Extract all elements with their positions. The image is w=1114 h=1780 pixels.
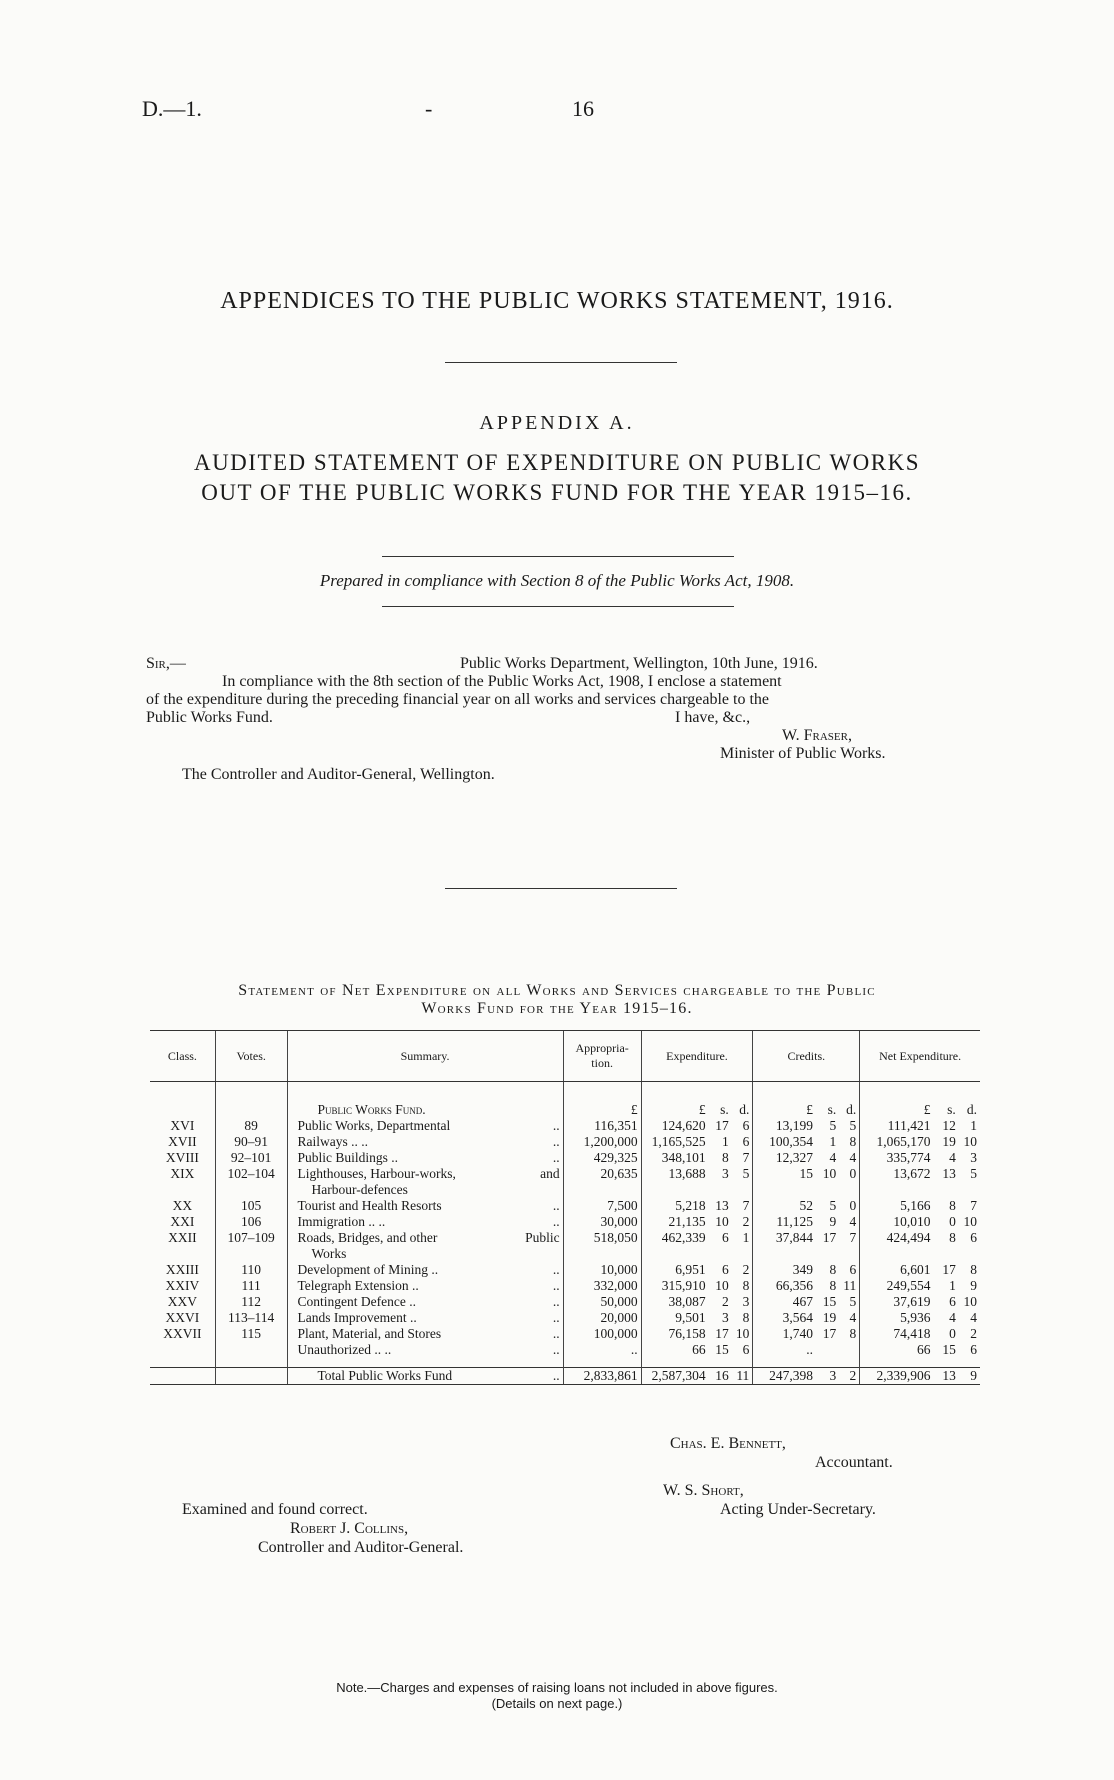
under-secretary-title: Acting Under-Secretary. — [720, 1501, 876, 1518]
letter-closing: I have, &c., — [675, 709, 751, 726]
examined-statement: Examined and found correct. — [182, 1501, 368, 1518]
accountant-title: Accountant. — [815, 1454, 893, 1471]
row-expenditure-pence: 1 — [742, 1229, 750, 1245]
row-net-pounds: 424,494 — [860, 1230, 934, 1262]
total-net-pounds: 2,339,906 — [860, 1368, 934, 1385]
row-net-shillings: 0 — [949, 1325, 956, 1341]
table-body — [150, 1082, 980, 1358]
row-credits-pence — [839, 1342, 860, 1358]
row-expenditure-pence: 8 — [742, 1277, 750, 1293]
row-summary-continuation: Works — [311, 1245, 347, 1261]
row-class: XXVI — [165, 1309, 200, 1325]
row-summary-text: Telegraph Extension .. — [297, 1277, 419, 1293]
table-row — [150, 1278, 980, 1294]
total-label-cell — [287, 1368, 563, 1385]
row-credits-pounds: 100,354 — [753, 1134, 816, 1150]
row-summary-text: Public Buildings .. — [297, 1149, 399, 1165]
row-credits-shillings: 5 — [829, 1117, 837, 1133]
row-expenditure-pence: 8 — [742, 1309, 750, 1325]
prepared-note: Prepared in compliance with Section 8 of the Public Works Act, 1908. — [319, 571, 795, 590]
row-net-pence: 6 — [970, 1341, 977, 1357]
header-expenditure: Expenditure. — [641, 1031, 753, 1082]
unit-shilling: s. — [947, 1101, 956, 1117]
table-row — [150, 1150, 980, 1166]
row-expenditure-pounds: 1,165,525 — [641, 1134, 708, 1150]
row-summary — [287, 1278, 563, 1294]
letter-signatory: W. Fraser, — [782, 727, 852, 744]
divider — [382, 606, 734, 607]
row-votes: 92–101 — [215, 1150, 287, 1166]
table-row — [150, 1214, 980, 1230]
total-appropriation: 2,833,861 — [563, 1368, 641, 1385]
table-row — [150, 1134, 980, 1150]
row-votes: 89 — [215, 1118, 287, 1134]
unit-pound: £ — [641, 1102, 708, 1118]
row-credits-pounds: 11,125 — [753, 1214, 816, 1230]
row-summary-text: Lands Improvement .. — [297, 1309, 417, 1325]
row-votes — [215, 1342, 287, 1358]
row-summary-text: Plant, Material, and Stores — [297, 1325, 442, 1341]
total-net-shillings: 13 — [934, 1368, 959, 1385]
unit-pence: d. — [966, 1101, 977, 1117]
row-class — [150, 1342, 215, 1358]
row-credits-pence: 5 — [849, 1117, 857, 1133]
audited-title — [0, 448, 1114, 508]
row-net-pounds: 10,010 — [860, 1214, 934, 1230]
row-expenditure-shillings: 10 — [715, 1213, 729, 1229]
row-votes: 107–109 — [215, 1230, 287, 1262]
document-reference: D.—1. — [142, 96, 202, 121]
statement-title-line-2: Works Fund for the Year 1915–16. — [421, 1000, 693, 1017]
row-net-pounds: 6,601 — [860, 1262, 934, 1278]
table-row — [150, 1342, 980, 1358]
letter-signatory-title: Minister of Public Works. — [720, 745, 886, 762]
row-summary-leader: .. — [552, 1293, 560, 1309]
row-votes: 115 — [215, 1326, 287, 1342]
row-expenditure-shillings: 1 — [721, 1133, 729, 1149]
row-votes: 110 — [215, 1262, 287, 1278]
row-net-pence: 4 — [970, 1309, 977, 1325]
row-net-pence: 10 — [963, 1213, 977, 1229]
unit-shilling: s. — [720, 1101, 729, 1117]
row-credits-pence: 0 — [849, 1197, 857, 1213]
letter-body-line-2: of the expenditure during the preceding financial year on all works and services chargeable to the — [146, 691, 770, 708]
accountant-name: Chas. E. Bennett, — [670, 1435, 786, 1452]
row-class: XVIII — [165, 1149, 199, 1165]
row-appropriation: 332,000 — [563, 1278, 641, 1294]
row-votes: 112 — [215, 1294, 287, 1310]
row-class: XXVII — [163, 1325, 202, 1341]
footnote-line-2: (Details on next page.) — [491, 1696, 623, 1711]
row-credits-shillings: 4 — [829, 1149, 837, 1165]
row-expenditure-pence: 7 — [742, 1149, 750, 1165]
total-expenditure-pounds: 2,587,304 — [641, 1368, 708, 1385]
row-appropriation: 429,325 — [563, 1150, 641, 1166]
row-net-shillings: 4 — [949, 1149, 956, 1165]
row-class: XVII — [168, 1133, 197, 1149]
total-label: Total Public Works Fund — [317, 1368, 453, 1383]
row-class: XXIII — [165, 1261, 199, 1277]
row-appropriation: 116,351 — [563, 1118, 641, 1134]
row-expenditure-shillings: 13 — [715, 1197, 729, 1213]
row-credits-shillings: 10 — [822, 1165, 837, 1181]
row-expenditure-shillings: 17 — [715, 1117, 729, 1133]
row-appropriation: 20,635 — [563, 1166, 641, 1198]
row-expenditure-pence: 6 — [742, 1117, 750, 1133]
table-row — [150, 1198, 980, 1214]
row-expenditure-shillings: 3 — [721, 1165, 729, 1181]
row-expenditure-pounds: 66 — [641, 1342, 708, 1358]
row-expenditure-pounds: 348,101 — [641, 1150, 708, 1166]
row-net-pence: 10 — [963, 1133, 977, 1149]
table-row — [150, 1230, 980, 1262]
header-votes: Votes. — [215, 1031, 287, 1082]
row-votes: 113–114 — [215, 1310, 287, 1326]
row-net-pence: 7 — [970, 1197, 977, 1213]
row-summary — [287, 1230, 563, 1262]
row-summary-text: Lighthouses, Harbour-works, — [297, 1165, 456, 1181]
page-number: 16 — [572, 96, 594, 121]
table-row — [150, 1310, 980, 1326]
table-row — [150, 1294, 980, 1310]
row-appropriation: 1,200,000 — [563, 1134, 641, 1150]
row-summary — [287, 1198, 563, 1214]
row-summary — [287, 1214, 563, 1230]
row-expenditure-pence: 3 — [742, 1293, 750, 1309]
row-appropriation: 30,000 — [563, 1214, 641, 1230]
audited-title-line-2: OUT OF THE PUBLIC WORKS FUND FOR THE YEAR 1915–16. — [201, 480, 913, 505]
row-summary-text: Roads, Bridges, and other — [297, 1229, 438, 1245]
row-summary — [287, 1134, 563, 1150]
row-expenditure-pounds: 13,688 — [641, 1166, 708, 1198]
unit-shilling: s. — [827, 1101, 837, 1117]
total-net-pence: 9 — [959, 1368, 980, 1385]
row-credits-pounds: 52 — [753, 1198, 816, 1214]
row-summary-leader: .. — [552, 1261, 560, 1277]
row-votes: 111 — [215, 1278, 287, 1294]
row-expenditure-pounds: 21,135 — [641, 1214, 708, 1230]
row-credits-pence: 4 — [849, 1213, 857, 1229]
row-credits-shillings: 9 — [829, 1213, 837, 1229]
row-credits-pounds: 12,327 — [753, 1150, 816, 1166]
total-credits-pounds: 247,398 — [753, 1368, 816, 1385]
header-credits: Credits. — [753, 1031, 860, 1082]
row-summary-text: Public Works, Departmental — [297, 1117, 451, 1133]
row-net-pounds: 74,418 — [860, 1326, 934, 1342]
row-credits-pence: 0 — [849, 1165, 857, 1181]
row-net-shillings: 6 — [949, 1293, 956, 1309]
row-summary-text: Development of Mining .. — [297, 1261, 439, 1277]
row-net-shillings: 8 — [949, 1197, 956, 1213]
row-credits-pounds: 467 — [753, 1294, 816, 1310]
row-summary — [287, 1342, 563, 1358]
row-summary-leader: .. — [552, 1341, 560, 1357]
row-net-pounds: 5,936 — [860, 1310, 934, 1326]
row-summary — [287, 1262, 563, 1278]
row-summary-leader: .. — [552, 1309, 560, 1325]
row-expenditure-pence: 2 — [742, 1261, 750, 1277]
row-net-pounds: 66 — [860, 1342, 934, 1358]
row-summary-leader: .. — [552, 1325, 560, 1341]
row-credits-pounds: .. — [753, 1342, 816, 1358]
controller-name: Robert J. Collins, — [290, 1520, 409, 1537]
row-net-pounds: 5,166 — [860, 1198, 934, 1214]
row-votes: 90–91 — [215, 1134, 287, 1150]
row-credits-pence: 8 — [849, 1133, 857, 1149]
row-summary-leader: .. — [552, 1213, 560, 1229]
header-summary: Summary. — [287, 1031, 563, 1082]
row-expenditure-pounds: 38,087 — [641, 1294, 708, 1310]
row-credits-pence: 6 — [849, 1261, 857, 1277]
row-net-pence: 3 — [970, 1149, 977, 1165]
row-class: XX — [172, 1197, 193, 1213]
row-expenditure-shillings: 3 — [721, 1309, 729, 1325]
row-credits-pounds: 13,199 — [753, 1118, 816, 1134]
row-expenditure-pounds: 462,339 — [641, 1230, 708, 1262]
row-expenditure-pounds: 9,501 — [641, 1310, 708, 1326]
row-summary — [287, 1150, 563, 1166]
row-summary — [287, 1326, 563, 1342]
letter-address: Public Works Department, Wellington, 10th June, 1916. — [460, 655, 818, 672]
section-heading-row — [150, 1102, 980, 1118]
row-credits-shillings: 8 — [829, 1261, 837, 1277]
row-summary-text: Tourist and Health Resorts — [297, 1197, 442, 1213]
row-credits-pence: 11 — [843, 1277, 857, 1293]
row-net-pounds: 13,672 — [860, 1166, 934, 1198]
row-credits-pounds: 3,564 — [753, 1310, 816, 1326]
row-summary-leader: .. — [552, 1133, 560, 1149]
row-class: XXII — [168, 1229, 197, 1245]
total-credits-pence: 2 — [839, 1368, 860, 1385]
expenditure-table — [150, 1030, 980, 1385]
row-expenditure-shillings: 15 — [715, 1341, 729, 1357]
row-credits-shillings: 8 — [829, 1277, 837, 1293]
divider — [382, 556, 734, 557]
row-votes: 105 — [215, 1198, 287, 1214]
row-credits-shillings — [816, 1342, 839, 1358]
row-net-pounds: 111,421 — [860, 1118, 934, 1134]
row-net-pounds: 37,619 — [860, 1294, 934, 1310]
row-appropriation: .. — [563, 1342, 641, 1358]
row-credits-shillings: 17 — [822, 1229, 837, 1245]
row-expenditure-pounds: 76,158 — [641, 1326, 708, 1342]
main-title: APPENDICES TO THE PUBLIC WORKS STATEMENT, 1916. — [220, 288, 894, 314]
row-appropriation: 10,000 — [563, 1262, 641, 1278]
table-row — [150, 1166, 980, 1198]
total-expenditure-pence: 11 — [732, 1368, 753, 1385]
unit-pence: d. — [846, 1101, 857, 1117]
row-net-pence: 9 — [970, 1277, 977, 1293]
row-credits-shillings: 1 — [829, 1133, 837, 1149]
divider — [445, 888, 677, 889]
row-net-shillings: 17 — [942, 1261, 956, 1277]
row-summary-text: Immigration .. .. — [297, 1213, 386, 1229]
unit-pound: £ — [860, 1102, 934, 1118]
row-expenditure-shillings: 2 — [721, 1293, 729, 1309]
row-net-shillings: 12 — [942, 1117, 956, 1133]
row-class: XXV — [167, 1293, 198, 1309]
row-expenditure-pence: 6 — [742, 1341, 750, 1357]
row-net-pence: 6 — [970, 1229, 977, 1245]
row-class: XIX — [170, 1165, 195, 1181]
row-appropriation: 100,000 — [563, 1326, 641, 1342]
row-net-shillings: 4 — [949, 1309, 956, 1325]
row-summary-leader: and — [540, 1165, 560, 1181]
row-expenditure-pounds: 315,910 — [641, 1278, 708, 1294]
row-net-shillings: 19 — [942, 1133, 956, 1149]
row-summary-continuation: Harbour-defences — [311, 1181, 408, 1197]
row-net-pence: 1 — [970, 1117, 977, 1133]
row-credits-pounds: 349 — [753, 1262, 816, 1278]
letter-body-line-3: Public Works Fund. — [146, 709, 273, 726]
footnote-line-1: Note.—Charges and expenses of raising loans not included in above figures. — [336, 1680, 778, 1695]
footnote — [0, 1680, 1114, 1712]
controller-title: Controller and Auditor-General. — [258, 1539, 464, 1556]
row-net-pence: 5 — [970, 1165, 977, 1181]
row-summary — [287, 1294, 563, 1310]
letter-salutation: Sir,— — [146, 655, 186, 672]
row-expenditure-pounds: 5,218 — [641, 1198, 708, 1214]
audited-title-line-1: AUDITED STATEMENT OF EXPENDITURE ON PUBLIC WORKS — [193, 450, 921, 475]
row-net-pence: 2 — [970, 1325, 977, 1341]
divider — [445, 362, 677, 363]
row-class: XVI — [170, 1117, 195, 1133]
row-expenditure-shillings: 10 — [715, 1277, 729, 1293]
appendix-label: APPENDIX A. — [479, 412, 635, 434]
table-header-row — [150, 1031, 980, 1082]
total-leader: .. — [552, 1368, 560, 1383]
row-net-shillings: 15 — [942, 1341, 956, 1357]
row-appropriation: 7,500 — [563, 1198, 641, 1214]
row-expenditure-shillings: 17 — [715, 1325, 729, 1341]
row-summary-text: Railways .. .. — [297, 1133, 368, 1149]
unit-pence: d. — [739, 1101, 750, 1117]
row-appropriation: 50,000 — [563, 1294, 641, 1310]
row-class: XXI — [170, 1213, 195, 1229]
row-appropriation: 518,050 — [563, 1230, 641, 1262]
row-credits-pence: 8 — [849, 1325, 857, 1341]
table-row — [150, 1326, 980, 1342]
row-summary-leader: .. — [552, 1117, 560, 1133]
letter-addressee: The Controller and Auditor-General, Wellington. — [182, 766, 495, 783]
row-expenditure-shillings: 6 — [721, 1261, 729, 1277]
row-credits-shillings: 17 — [822, 1325, 837, 1341]
total-row — [150, 1368, 980, 1385]
row-summary-leader: Public — [525, 1229, 560, 1245]
row-credits-pounds: 1,740 — [753, 1326, 816, 1342]
under-secretary-name: W. S. Short, — [663, 1482, 744, 1499]
row-credits-pence: 7 — [849, 1229, 857, 1245]
row-summary-text: Contingent Defence .. — [297, 1293, 416, 1309]
row-expenditure-shillings: 6 — [721, 1229, 729, 1245]
header-net-expenditure: Net Expenditure. — [860, 1031, 980, 1082]
header-class: Class. — [150, 1031, 215, 1082]
row-credits-pounds: 66,356 — [753, 1278, 816, 1294]
row-summary-text: Unauthorized .. .. — [297, 1341, 392, 1357]
row-credits-pence: 4 — [849, 1149, 857, 1165]
row-credits-shillings: 5 — [829, 1197, 837, 1213]
table-row — [150, 1262, 980, 1278]
row-expenditure-pence: 10 — [735, 1325, 750, 1341]
row-summary-leader: .. — [552, 1149, 560, 1165]
row-expenditure-pence: 2 — [742, 1213, 750, 1229]
total-credits-shillings: 3 — [816, 1368, 839, 1385]
row-credits-shillings: 15 — [822, 1293, 837, 1309]
header-appropriation: Appropria-tion. — [563, 1031, 641, 1082]
row-credits-pence: 4 — [849, 1309, 857, 1325]
row-net-pence: 8 — [970, 1261, 977, 1277]
statement-title-line-1: Statement of Net Expenditure on all Works and Services chargeable to the Public — [238, 982, 876, 999]
row-net-pounds: 335,774 — [860, 1150, 934, 1166]
row-credits-pounds: 15 — [753, 1166, 816, 1198]
table-row — [150, 1118, 980, 1134]
row-net-pounds: 1,065,170 — [860, 1134, 934, 1150]
row-credits-shillings: 19 — [822, 1309, 837, 1325]
row-summary — [287, 1310, 563, 1326]
row-votes: 102–104 — [215, 1166, 287, 1198]
row-expenditure-pence: 6 — [742, 1133, 750, 1149]
row-class: XXIV — [165, 1277, 200, 1293]
row-summary-leader: .. — [552, 1197, 560, 1213]
row-net-shillings: 1 — [949, 1277, 956, 1293]
header-dash: - — [425, 96, 433, 121]
row-net-shillings: 8 — [949, 1229, 956, 1245]
section-heading: Public Works Fund. — [287, 1102, 563, 1118]
row-votes: 106 — [215, 1214, 287, 1230]
statement-title — [0, 982, 1114, 1018]
row-net-pence: 10 — [963, 1293, 977, 1309]
row-expenditure-pounds: 6,951 — [641, 1262, 708, 1278]
row-appropriation: 20,000 — [563, 1310, 641, 1326]
row-summary — [287, 1166, 563, 1198]
row-summary — [287, 1118, 563, 1134]
row-net-shillings: 0 — [949, 1213, 956, 1229]
row-expenditure-pence: 7 — [742, 1197, 750, 1213]
row-net-shillings: 13 — [942, 1165, 956, 1181]
row-expenditure-pounds: 124,620 — [641, 1118, 708, 1134]
unit-pound: £ — [753, 1102, 816, 1118]
row-net-pounds: 249,554 — [860, 1278, 934, 1294]
total-expenditure-shillings: 16 — [709, 1368, 732, 1385]
unit-pound: £ — [563, 1102, 641, 1118]
row-expenditure-pence: 5 — [742, 1165, 750, 1181]
row-credits-pounds: 37,844 — [753, 1230, 816, 1262]
row-credits-pence: 5 — [849, 1293, 857, 1309]
row-expenditure-shillings: 8 — [721, 1149, 729, 1165]
letter-body-line-1: In compliance with the 8th section of the Public Works Act, 1908, I enclose a statement — [222, 673, 782, 690]
row-summary-leader: .. — [552, 1277, 560, 1293]
